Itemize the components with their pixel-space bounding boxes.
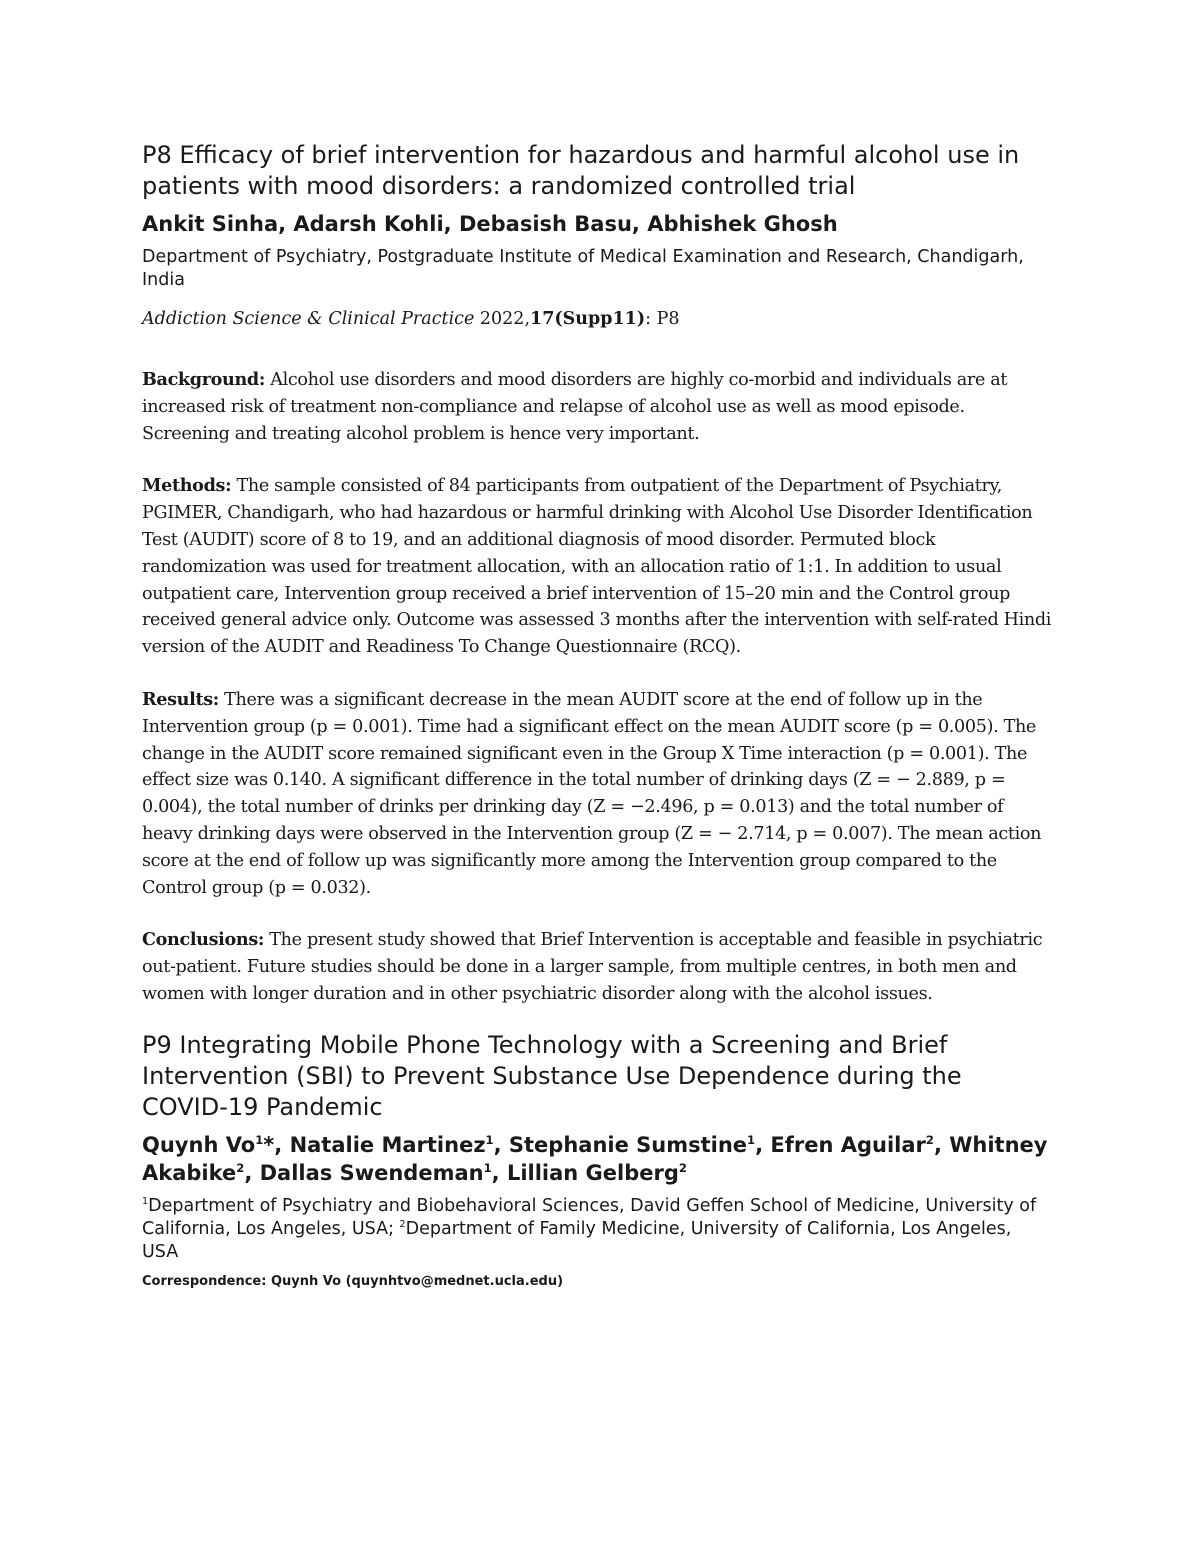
results-text: There was a significant decrease in the mean AUDIT score at the end of follow up in the Intervention group (p = 0.001). Time had a significant effect on the mean AUDIT score (p = 0.005). The change in the AUDIT score remained significant even in the Group X Time interaction (p = 0.001). The effect size was 0.140. A significant difference in the total number of drinking days (Z = − 2.889, p = 0.004), the total number of drinks per drinking day (Z = −2.496, p = 0.013) and the total number of heavy drinking days were observed in the Intervention group (Z = − 2.714, p = 0.007). The mean action score at the end of follow up was significantly more among the Intervention group compared to the Control group (p = 0.032). (142, 689, 1042, 898)
background-text: Alcohol use disorders and mood disorders are highly co-morbid and individuals are at increased risk of treatment non-compliance and relapse of alcohol use as well as mood episode. Screening and treating alcohol problem is hence very important. (142, 370, 1008, 444)
p9-author: Lillian Gelberg$^2$ (506, 1160, 687, 1185)
p9-author: Stephanie Sumstine$^1$, (508, 1132, 771, 1157)
p9-affiliations: $^1$Department of Psychiatry and Biobehavioral Sciences, David Geffen School of Medicine, University of California, Los Angeles, USA; $^2$Department of Family Medicine, University of California, Los Angeles, USA (142, 1195, 1037, 1262)
p9-author: Efren Aguilar$^2$, (770, 1132, 950, 1157)
p9-author: Quynh Vo$^1$*, (142, 1132, 290, 1157)
p8-conclusions (142, 927, 1052, 1007)
p9-author: Natalie Martinez$^1$, (289, 1132, 509, 1157)
background-label: Background: (142, 369, 266, 390)
p8-background (142, 367, 1052, 447)
page (142, 140, 1052, 1289)
methods-label: Methods: (142, 475, 232, 497)
p8-citation (142, 307, 1052, 331)
p9-author: Dallas Swendeman$^1$, (259, 1160, 507, 1185)
p9-author: Whitney Akabike$^2$, (142, 1132, 1048, 1185)
conclusions-text: The present study showed that Brief Intervention is acceptable and feasible in psychiatric out-patient. Future studies should be done in a larger sample, from multiple centres, in both men and women with longer duration and in other psychiatric disorder along with the alcohol issues. (142, 930, 1043, 1004)
p8-methods (142, 473, 1052, 661)
p8-affiliation: Department of Psychiatry, Postgraduate Institute of Medical Examination and Research, Chandigarh, India (142, 247, 1024, 290)
p9-correspondence: Correspondence: Quynh Vo (quynhtvo@mednet.ucla.edu) (142, 1273, 564, 1289)
journal-year: 2022, (479, 309, 531, 329)
journal-name: Addiction Science & Clinical Practice (142, 309, 475, 329)
journal-pages: : P8 (645, 309, 680, 329)
p8-title: P8 Efficacy of brief intervention for hazardous and harmful alcohol use in patients with mood disorders: a randomized controlled trial (142, 141, 1020, 200)
results-label: Results: (142, 688, 219, 710)
methods-text: The sample consisted of 84 participants from outpatient of the Department of Psychiatry, PGIMER, Chandigarh, who had hazardous or harmful drinking with Alcohol Use Disorder Identification Test (AUDIT) score of 8 to 19, and an additional diagnosis of mood disorder. Permuted block randomization was used for treatment allocation, with an allocation ratio of 1:1. In addition to usual outpatient care, Intervention group received a brief intervention of 15–20 min and the Control group received general advice only. Outcome was assessed 3 months after the intervention with self-rated Hindi version of the AUDIT and Readiness To Change Questionnaire (RCQ). (142, 476, 1052, 658)
p8-results (142, 687, 1052, 901)
conclusions-label: Conclusions: (142, 929, 265, 951)
journal-volume: 17(Supp11) (530, 309, 646, 329)
p9-title: P9 Integrating Mobile Phone Technology with a Screening and Brief Intervention (SBI) to Prevent Substance Use Dependence during the COVID-19 Pandemic (142, 1030, 962, 1121)
p8-authors: Ankit Sinha, Adarsh Kohli, Debasish Basu, Abhishek Ghosh (142, 212, 838, 236)
p9-authors (142, 1131, 1052, 1187)
